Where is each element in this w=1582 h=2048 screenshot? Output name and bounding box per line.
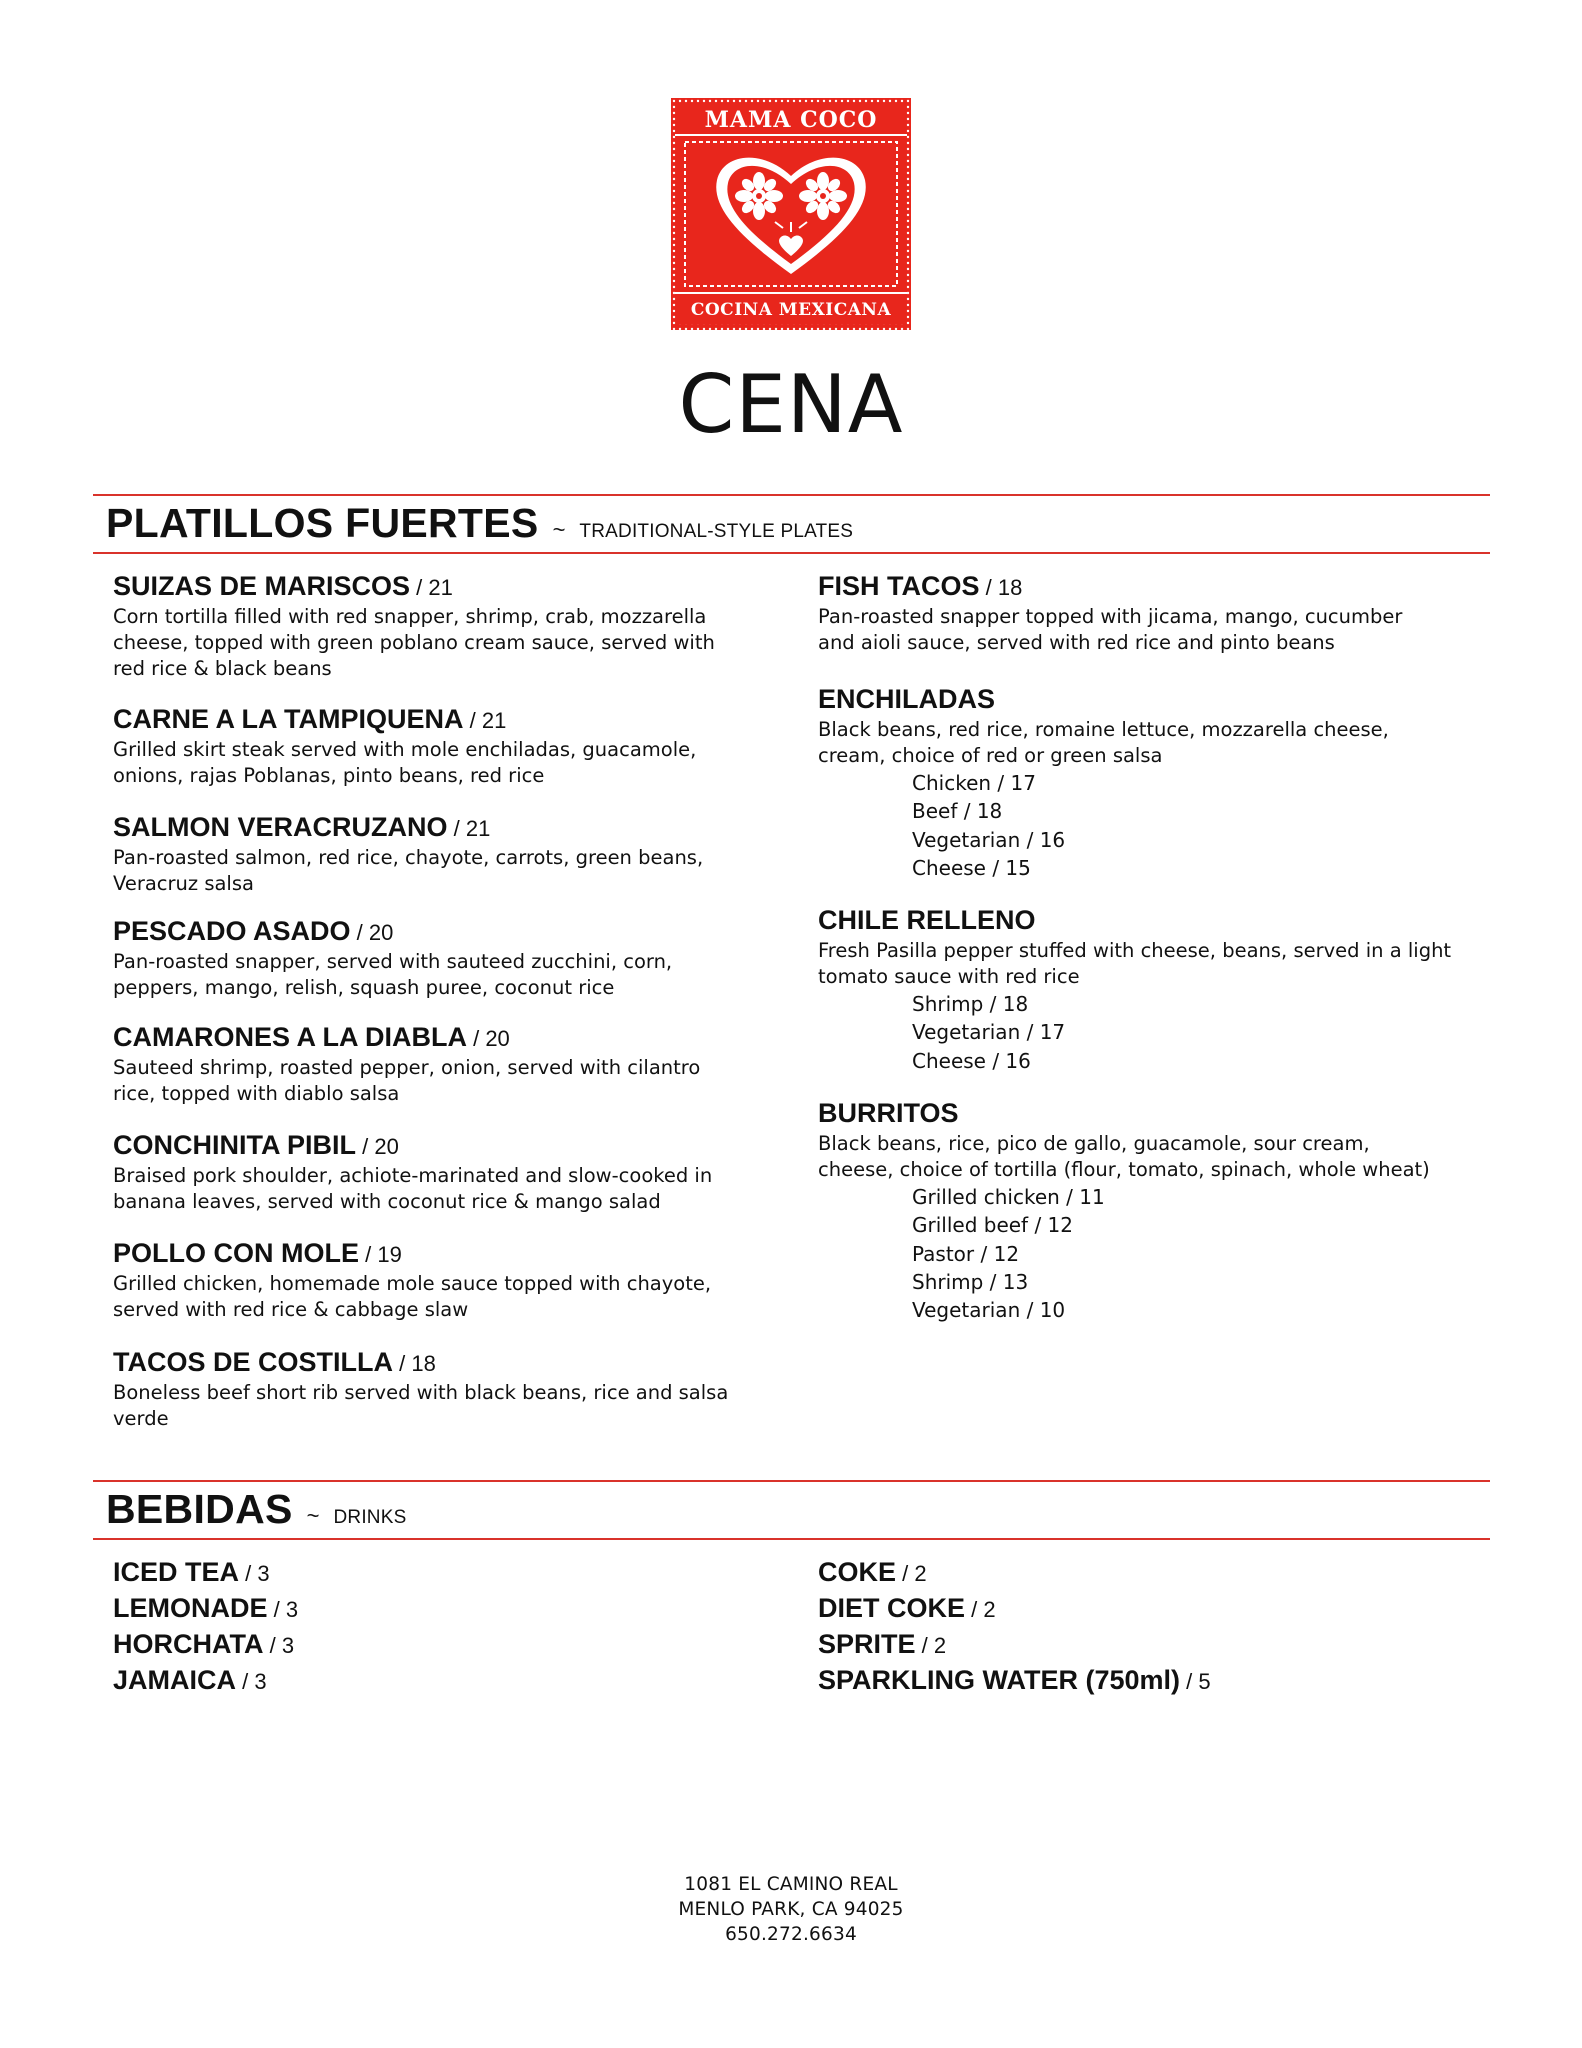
section-title: BEBIDAS [106,1486,293,1532]
restaurant-logo [671,98,911,330]
menu-item-description: Grilled chicken, homemade mole sauce topped with chayote, [113,1272,712,1295]
menu-item [818,904,1490,1075]
menu-item-heading [113,703,773,737]
menu-item-description: Black beans, rice, pico de gallo, guacamole, sour cream, [818,1132,1370,1155]
menu-item-heading [818,1097,1490,1131]
menu-item-name: SALMON VERACRUZANO [113,812,448,842]
menu-item [113,703,773,789]
menu-item-option: Cheese / 15 [912,855,1031,880]
drink-price: / 2 [896,1561,927,1586]
menu-item-description: Pan-roasted salmon, red rice, chayote, carrots, green beans, [113,846,704,869]
menu-item-description: Braised pork shoulder, achiote-marinated and slow-cooked in [113,1164,713,1187]
menu-item [818,683,1490,882]
menu-item-price: / 21 [447,816,491,841]
drink-name: HORCHATA [113,1629,264,1659]
menu-item-heading [818,904,1490,938]
menu-item-description: Sauteed shrimp, roasted pepper, onion, served with cilantro [113,1056,701,1079]
menu-item-description: Boneless beef short rib served with black beans, rice and salsa [113,1381,729,1404]
section-tilde: ~ [306,1503,320,1528]
menu-item-price: / 18 [393,1351,436,1376]
menu-item-option: Vegetarian / 17 [912,1020,1066,1045]
menu-item-description: and aioli sauce, served with red rice and pinto beans [818,631,1335,654]
menu-item-option: Shrimp / 13 [912,1269,1029,1294]
drink-price: / 3 [267,1597,299,1622]
drink-name: SPARKLING WATER (750ml) [818,1665,1181,1695]
drink-item [818,1554,927,1592]
menu-item-description: Veracruz salsa [113,872,254,895]
drink-price: / 3 [263,1633,295,1658]
menu-item-option: Cheese / 16 [912,1048,1031,1073]
menu-item-name: CONCHINITA PIBIL [113,1130,356,1160]
section-header-platillos [106,500,853,547]
menu-item-name: CAMARONES A LA DIABLA [113,1022,467,1052]
menu-item-name: TACOS DE COSTILLA [113,1347,393,1377]
drink-item [113,1590,298,1628]
drink-item [818,1590,996,1628]
menu-item [113,1021,773,1107]
menu-item-option: Grilled chicken / 11 [912,1185,1105,1209]
section-rule-bottom [93,1538,1490,1540]
menu-item-description: verde [113,1407,169,1430]
drink-name: JAMAICA [113,1665,237,1695]
menu-item-description: banana leaves, served with coconut rice & mango salad [113,1190,661,1213]
menu-item-description: Black beans, red rice, romaine lettuce, mozzarella cheese, [818,718,1389,741]
section-rule-bottom [93,552,1490,554]
menu-item-description: Pan-roasted snapper topped with jicama, mango, cucumber [818,605,1403,628]
menu-item-description: Grilled skirt steak served with mole enchiladas, guacamole, [113,738,697,761]
menu-item-heading [113,915,773,949]
menu-item-heading [818,570,1490,604]
section-title: PLATILLOS FUERTES [106,500,539,546]
menu-item-option: Pastor / 12 [912,1241,1020,1266]
drink-price: / 2 [915,1633,947,1658]
menu-item-name: SUIZAS DE MARISCOS [113,571,411,601]
menu-item-description: served with red rice & cabbage slaw [113,1298,469,1321]
menu-item-option: Shrimp / 18 [912,992,1029,1016]
drink-item [818,1626,946,1664]
section-rule-top [93,1480,1490,1482]
drink-price: / 2 [965,1597,996,1622]
menu-item-description: Pan-roasted snapper, served with sauteed zucchini, corn, [113,950,673,973]
menu-item [113,915,773,1001]
menu-item-price: / 21 [463,708,507,733]
street-address: 1081 EL CAMINO REAL [684,1874,898,1895]
drink-name: COKE [818,1557,897,1587]
page-title: CENA [678,358,904,451]
menu-item-option: Beef / 18 [912,799,1003,824]
section-rule-top [93,494,1490,496]
menu-item-description: Corn tortilla filled with red snapper, shrimp, crab, mozzarella [113,605,707,628]
menu-item-price: / 20 [356,1134,399,1159]
menu-item-name: FISH TACOS [818,571,980,601]
menu-item-description: cream, choice of red or green salsa [818,744,1163,767]
menu-item-description: red rice & black beans [113,657,332,680]
menu-item-heading [818,683,1490,717]
menu-item-option: Vegetarian / 10 [912,1298,1066,1323]
section-subtitle: DRINKS [333,1507,407,1528]
drink-item [113,1554,270,1592]
menu-item [113,1237,773,1323]
section-tilde: ~ [552,517,566,542]
papel-picado-heart-icon [671,98,911,330]
menu-item-description: Fresh Pasilla pepper stuffed with cheese, beans, served in a light [818,939,1452,962]
menu-item-option: Vegetarian / 16 [912,827,1066,852]
menu-item-description: rice, topped with diablo salsa [113,1082,400,1105]
drink-name: DIET COKE [818,1593,966,1623]
menu-item-price: / 19 [359,1242,402,1267]
menu-item [113,1346,773,1432]
menu-item-price: / 20 [350,920,394,945]
drink-item [113,1626,294,1664]
drink-name: SPRITE [818,1629,916,1659]
drink-name: LEMONADE [113,1593,268,1623]
menu-item-heading [113,1346,773,1380]
menu-item-heading [113,570,773,604]
menu-item-heading [113,1237,773,1271]
menu-item-price: / 20 [466,1026,510,1051]
menu-item-name: ENCHILADAS [818,684,996,714]
menu-item-name: CARNE A LA TAMPIQUENA [113,704,464,734]
menu-item [113,570,773,682]
menu-item [818,1097,1490,1324]
drink-price: / 3 [239,1561,270,1586]
drink-price: / 5 [1180,1669,1211,1694]
menu-item-name: POLLO CON MOLE [113,1238,359,1268]
menu-item-heading [113,1021,773,1055]
menu-item-description: cheese, topped with green poblano cream sauce, served with [113,631,715,654]
menu-item-description: tomato sauce with red rice [818,965,1080,988]
drink-item [113,1662,267,1700]
section-header-bebidas [106,1486,406,1533]
menu-item-name: PESCADO ASADO [113,916,351,946]
menu-item-name: BURRITOS [818,1098,959,1128]
menu-item-heading [113,1129,773,1163]
menu-item-description: onions, rajas Poblanas, pinto beans, red rice [113,764,545,787]
drink-item [818,1662,1211,1700]
drink-price: / 3 [236,1669,267,1694]
menu-item [818,570,1490,656]
drink-name: ICED TEA [113,1557,240,1587]
footer-address [0,1872,1582,1947]
menu-item [113,1129,773,1215]
menu-item-description: peppers, mango, relish, squash puree, coconut rice [113,976,615,999]
menu-item-price: / 18 [979,575,1023,600]
menu-item-heading [113,811,773,845]
section-subtitle: TRADITIONAL-STYLE PLATES [579,521,854,542]
menu-item-description: cheese, choice of tortilla (flour, tomato, spinach, whole wheat) [818,1158,1430,1181]
menu-item-name: CHILE RELLENO [818,905,1036,935]
svg-text:MAMA COCO: MAMA COCO [704,107,878,133]
menu-item-option: Grilled beef / 12 [912,1213,1073,1238]
city-state-zip: MENLO PARK, CA 94025 [678,1899,904,1920]
phone-number: 650.272.6634 [725,1924,857,1945]
menu-item [113,811,773,897]
svg-text:COCINA MEXICANA: COCINA MEXICANA [690,300,892,320]
menu-item-price: / 21 [410,575,453,600]
menu-item-option: Chicken / 17 [912,771,1036,795]
